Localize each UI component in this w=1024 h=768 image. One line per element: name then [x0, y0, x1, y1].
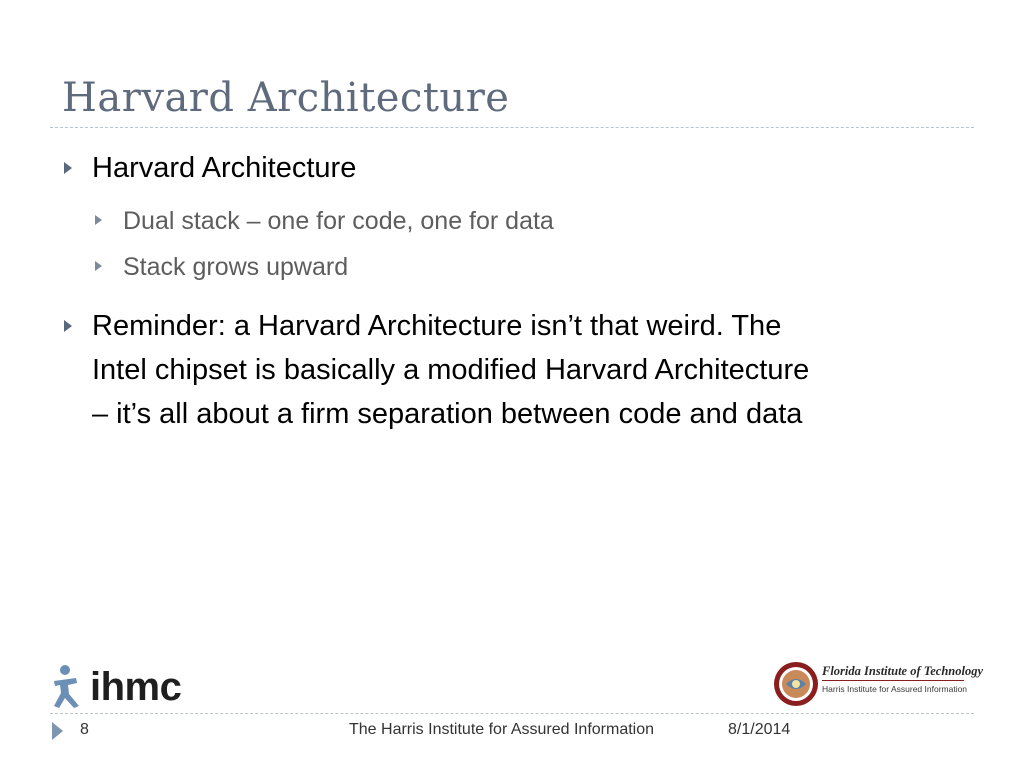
slide-title: Harvard Architecture: [62, 75, 510, 121]
slide-number: 8: [80, 721, 89, 738]
bullet-text-line: – it’s all about a firm separation between code and data: [92, 398, 803, 430]
ihmc-logo-text: ihmc: [90, 665, 182, 709]
title-divider: [50, 127, 974, 128]
bullet-arrow-icon: [64, 320, 72, 332]
bullet-harvard: [62, 146, 962, 190]
bullet-reminder: [62, 304, 962, 436]
footer-arrow-icon: [52, 722, 63, 740]
footer-divider: [50, 713, 974, 714]
sub-bullet-text: Dual stack – one for code, one for data: [123, 207, 554, 235]
bullet-text-line: Intel chipset is basically a modified Harvard Architecture: [92, 354, 810, 386]
bullet-list: [62, 146, 962, 444]
bullet-text-line: Reminder: a Harvard Architecture isn’t that weird. The: [92, 310, 782, 342]
bullet-text: Harvard Architecture: [92, 152, 357, 184]
bullet-arrow-icon: [95, 215, 102, 225]
footer-text: The Harris Institute for Assured Information: [349, 721, 655, 738]
footer-date: 8/1/2014: [728, 721, 791, 738]
sub-bullet-stack-grows: [93, 244, 962, 290]
sub-bullet-text: Stack grows upward: [123, 253, 349, 281]
fit-name: Florida Institute of Technology: [822, 664, 984, 678]
sub-bullet-dual-stack: [93, 198, 962, 244]
bullet-arrow-icon: [64, 162, 72, 174]
fit-divider: [822, 680, 964, 681]
fit-subtitle: Harris Institute for Assured Information: [822, 684, 968, 694]
bullet-arrow-icon: [95, 261, 102, 271]
